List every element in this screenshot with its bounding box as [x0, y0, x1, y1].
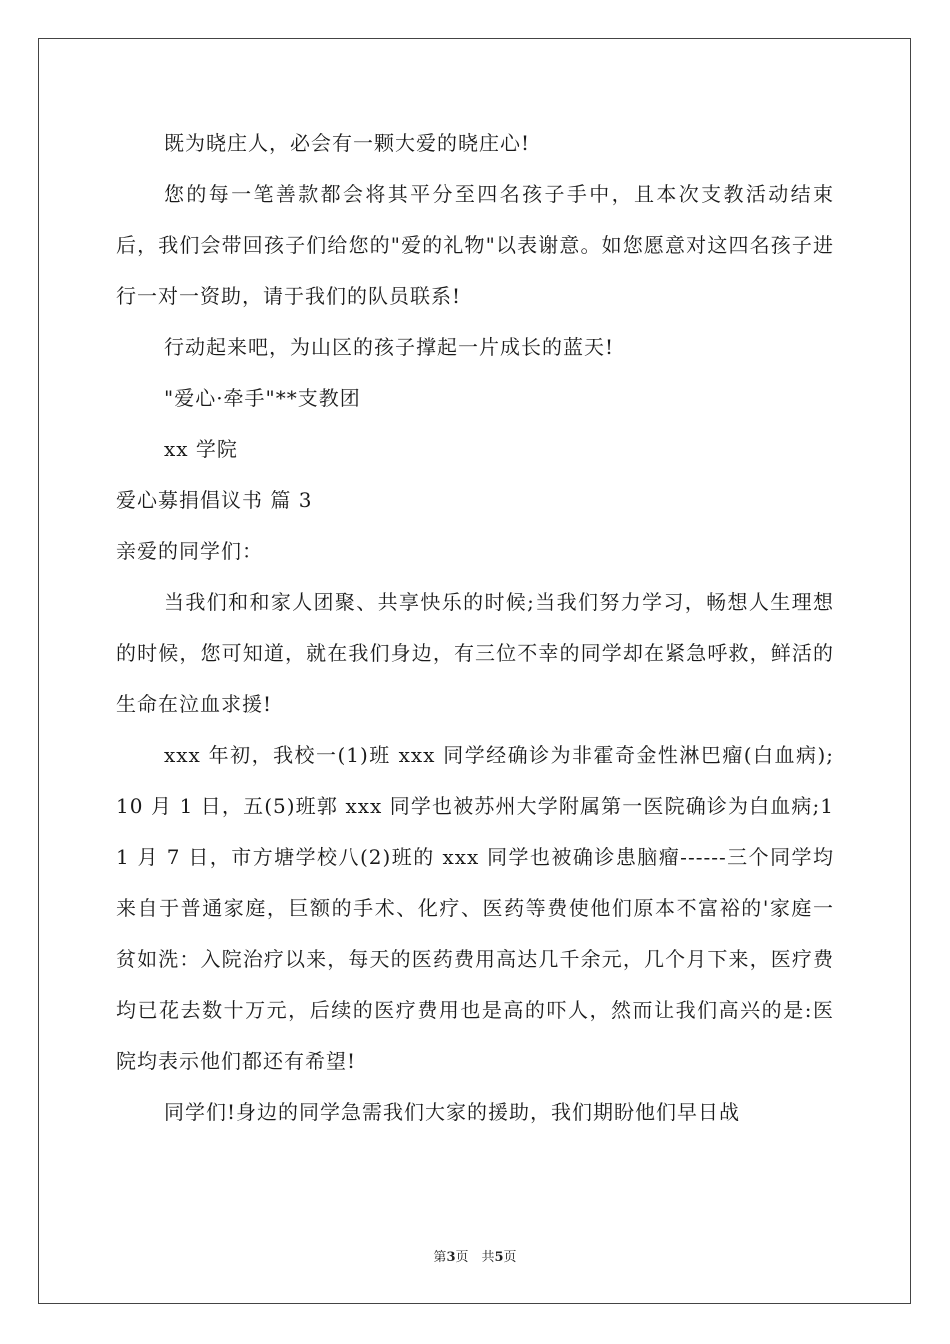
paragraph: 您的每一笔善款都会将其平分至四名孩子手中，且本次支教活动结束后，我们会带回孩子们给您的"爱的礼物"以表谢意。如您愿意对这四名孩子进行一对一资助，请于我们的队员联系! — [116, 182, 834, 308]
paragraph: 既为晓庄人，必会有一颗大爱的晓庄心! — [164, 131, 531, 155]
paragraph: 同学们!身边的同学急需我们大家的援助，我们期盼他们早日战 — [164, 1100, 741, 1124]
footer-suffix: 页 — [503, 1250, 517, 1265]
paragraph: 行动起来吧，为山区的孩子撑起一片成长的蓝天! — [164, 335, 615, 359]
section-title: 爱心募捐倡议书 篇 3 — [116, 488, 313, 512]
page-footer — [0, 1246, 950, 1265]
paragraph: 当我们和和家人团聚、共享快乐的时候;当我们努力学习，畅想人生理想的时候，您可知道，就在我们身边，有三位不幸的同学却在紧急呼救，鲜活的生命在泣血求援! — [116, 590, 834, 716]
page-total: 5 — [494, 1250, 504, 1265]
signature-college: xx 学院 — [164, 437, 238, 461]
page-current: 3 — [446, 1250, 456, 1265]
signature-org: "爱心·牵手"**支教团 — [164, 386, 361, 410]
footer-prefix: 第 — [433, 1250, 447, 1265]
salutation: 亲爱的同学们： — [116, 539, 263, 563]
paragraph: xxx 年初，我校一(1)班 xxx 同学经确诊为非霍奇金性淋巴瘤(白血病);10 月 1 日，五(5)班郭 xxx 同学也被苏州大学附属第一医院确诊为白血病;11 月 7 日，市方塘学校八(2)班的 xxx 同学也被确诊患脑瘤------三个同学均来自于普通家庭，巨额的手术、化疗、医药等费使他们原本不富裕的'家庭一贫如洗：入院治疗以来，每天的医药费用高达几千余元，几个月下来，医疗费均已花去数十万元，后续的医疗费用也是高的吓人，然而让我们高兴的是:医院均表示他们都还有希望! — [116, 743, 834, 1073]
footer-mid: 页 共 — [455, 1250, 495, 1265]
document-body — [116, 118, 834, 1138]
